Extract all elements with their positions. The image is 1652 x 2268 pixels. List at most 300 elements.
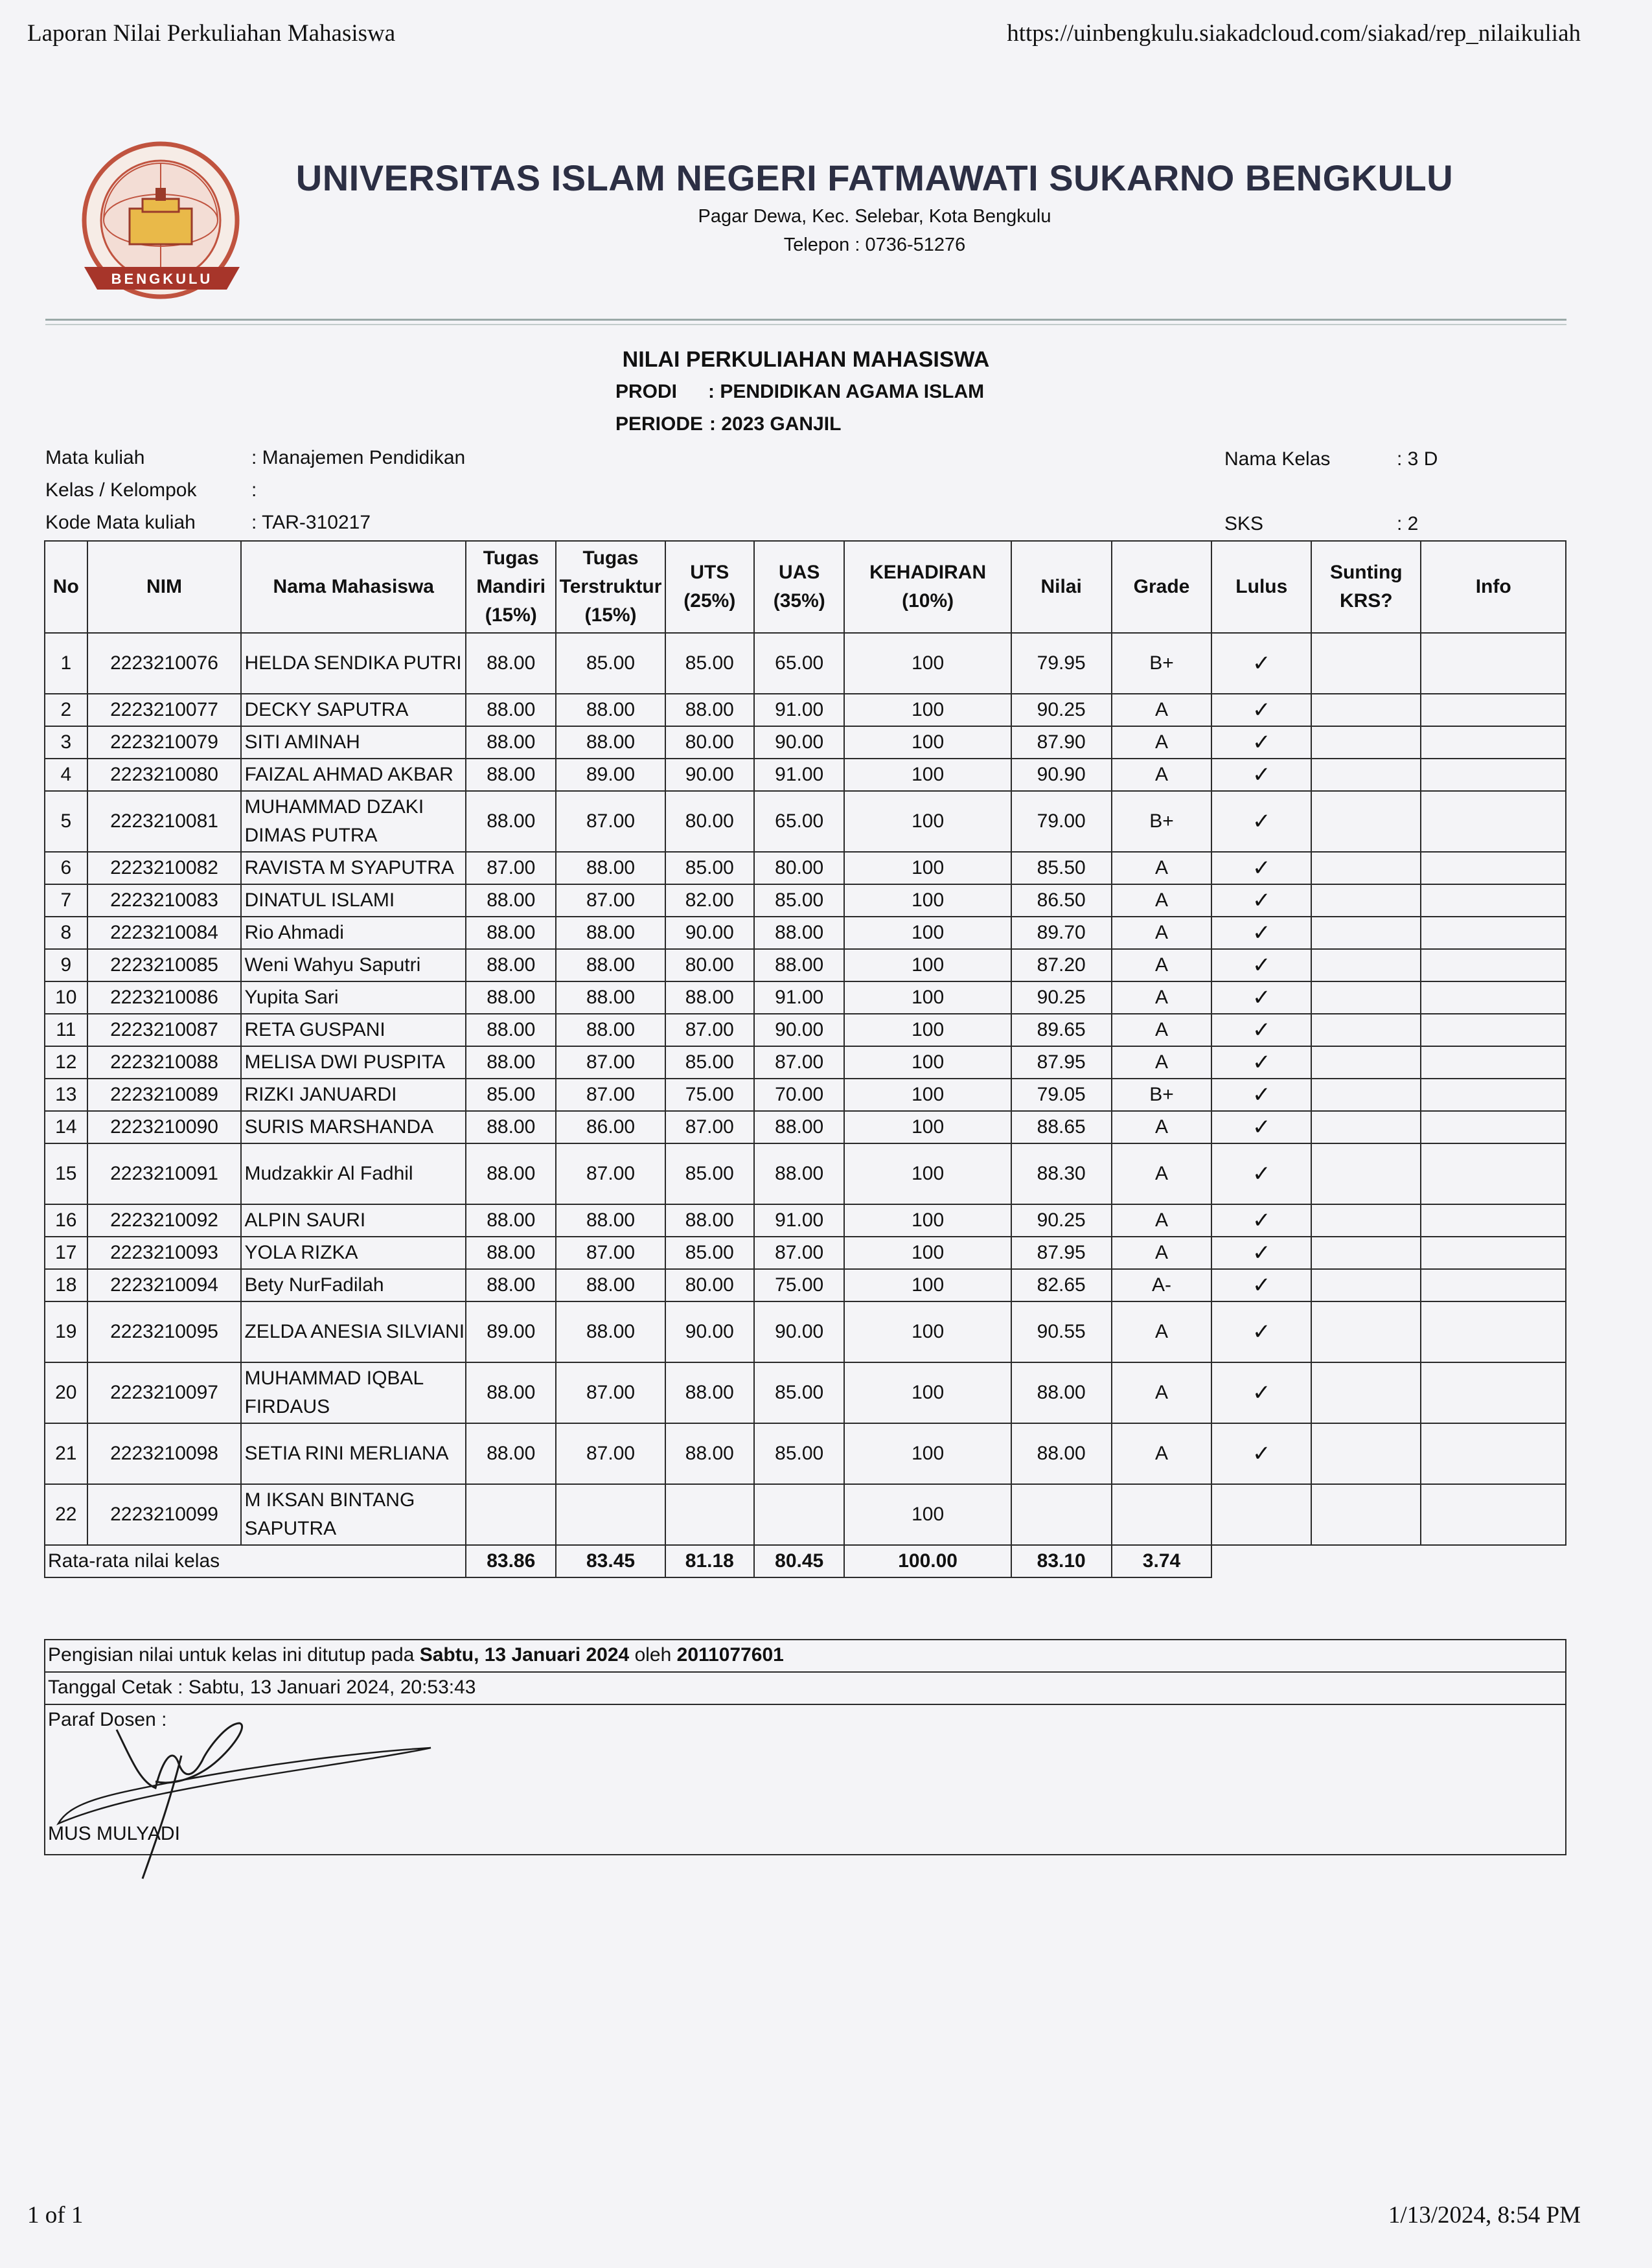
row-info: [1421, 1484, 1566, 1545]
row-student-name: MUHAMMAD DZAKI DIMAS PUTRA: [241, 791, 466, 852]
row-passed: [1211, 1484, 1311, 1545]
row-info: [1421, 1237, 1566, 1269]
row-info: [1421, 949, 1566, 981]
row-tugas-terstruktur: 87.00: [556, 1079, 665, 1111]
col-info-header: Info: [1421, 541, 1566, 633]
row-edit-krs: [1311, 949, 1421, 981]
periode-label: PERIODE: [615, 413, 704, 435]
row-uts: 88.00: [665, 1204, 754, 1237]
row-score: 87.20: [1011, 949, 1112, 981]
row-nim: 2223210089: [87, 1079, 242, 1111]
row-uts: 90.00: [665, 917, 754, 949]
course-code-value: : TAR-310217: [251, 512, 371, 533]
row-tugas-mandiri: [466, 1484, 556, 1545]
row-student-name: SURIS MARSHANDA: [241, 1111, 466, 1143]
row-grade: A: [1112, 852, 1212, 884]
row-score: 90.25: [1011, 694, 1112, 726]
row-uas: 85.00: [754, 1423, 844, 1484]
row-attendance: 100: [844, 1204, 1011, 1237]
row-passed: ✓: [1211, 1362, 1311, 1423]
university-name: UNIVERSITAS ISLAM NEGERI FATMAWATI SUKARNO BENGKULU: [295, 157, 1454, 198]
row-nim: 2223210085: [87, 949, 242, 981]
row-uas: 87.00: [754, 1046, 844, 1079]
row-score: 88.65: [1011, 1111, 1112, 1143]
row-attendance: 100: [844, 1301, 1011, 1362]
row-number: 13: [45, 1079, 87, 1111]
row-attendance: 100: [844, 1111, 1011, 1143]
col-tugas-terstruktur-header: Tugas Terstruktur (15%): [556, 541, 665, 633]
row-number: 14: [45, 1111, 87, 1143]
row-uts: 90.00: [665, 759, 754, 791]
row-student-name: SITI AMINAH: [241, 726, 466, 759]
row-number: 5: [45, 791, 87, 852]
row-number: 16: [45, 1204, 87, 1237]
table-row: [45, 791, 1566, 852]
university-address: Pagar Dewa, Kec. Selebar, Kota Bengkulu: [698, 206, 1051, 227]
row-tugas-terstruktur: 88.00: [556, 1204, 665, 1237]
table-row: [45, 759, 1566, 791]
print-date: Tanggal Cetak : Sabtu, 13 Januari 2024, 20:53:43: [48, 1677, 476, 1698]
row-edit-krs: [1311, 1014, 1421, 1046]
row-student-name: SETIA RINI MERLIANA: [241, 1423, 466, 1484]
table-row: [45, 981, 1566, 1014]
average-empty: [1211, 1545, 1566, 1577]
row-grade: [1112, 1484, 1212, 1545]
row-uts: 85.00: [665, 1143, 754, 1204]
col-tugas-mandiri-header: Tugas Mandiri (15%): [466, 541, 556, 633]
row-info: [1421, 1423, 1566, 1484]
row-score: 88.00: [1011, 1362, 1112, 1423]
row-uas: 75.00: [754, 1269, 844, 1301]
row-passed: ✓: [1211, 759, 1311, 791]
course-label: Mata kuliah: [45, 447, 145, 468]
row-uas: 87.00: [754, 1237, 844, 1269]
row-tugas-mandiri: 88.00: [466, 981, 556, 1014]
row-grade: A: [1112, 917, 1212, 949]
row-tugas-terstruktur: [556, 1484, 665, 1545]
average-hadir: 100.00: [844, 1545, 1011, 1577]
col-no-header: No: [45, 541, 87, 633]
row-score: [1011, 1484, 1112, 1545]
row-tugas-terstruktur: 87.00: [556, 1046, 665, 1079]
row-score: 87.90: [1011, 726, 1112, 759]
grades-table: [44, 540, 1566, 1578]
row-attendance: 100: [844, 1079, 1011, 1111]
row-score: 89.70: [1011, 917, 1112, 949]
row-student-name: Bety NurFadilah: [241, 1269, 466, 1301]
row-student-name: ZELDA ANESIA SILVIANI: [241, 1301, 466, 1362]
row-info: [1421, 791, 1566, 852]
row-edit-krs: [1311, 1301, 1421, 1362]
row-student-name: RAVISTA M SYAPUTRA: [241, 852, 466, 884]
row-uts: 87.00: [665, 1111, 754, 1143]
row-info: [1421, 694, 1566, 726]
row-nim: 2223210098: [87, 1423, 242, 1484]
row-tugas-terstruktur: 88.00: [556, 981, 665, 1014]
table-row: [45, 884, 1566, 917]
row-uas: 88.00: [754, 949, 844, 981]
row-tugas-terstruktur: 88.00: [556, 694, 665, 726]
row-uts: 88.00: [665, 1362, 754, 1423]
row-passed: ✓: [1211, 791, 1311, 852]
row-tugas-terstruktur: 88.00: [556, 726, 665, 759]
row-passed: ✓: [1211, 1143, 1311, 1204]
row-info: [1421, 852, 1566, 884]
row-attendance: 100: [844, 981, 1011, 1014]
row-uas: 90.00: [754, 1014, 844, 1046]
row-grade: B+: [1112, 1079, 1212, 1111]
average-tm: 83.86: [466, 1545, 556, 1577]
row-number: 11: [45, 1014, 87, 1046]
row-nim: 2223210079: [87, 726, 242, 759]
row-uas: 80.00: [754, 852, 844, 884]
row-uas: 88.00: [754, 1111, 844, 1143]
row-grade: A: [1112, 1237, 1212, 1269]
row-tugas-mandiri: 88.00: [466, 884, 556, 917]
row-student-name: Rio Ahmadi: [241, 917, 466, 949]
print-page-url: https://uinbengkulu.siakadcloud.com/siakad/rep_nilaikuliah: [1007, 20, 1581, 47]
row-number: 15: [45, 1143, 87, 1204]
row-tugas-mandiri: 88.00: [466, 1362, 556, 1423]
row-number: 2: [45, 694, 87, 726]
row-student-name: RETA GUSPANI: [241, 1014, 466, 1046]
col-uas-header: UAS (35%): [754, 541, 844, 633]
row-tugas-mandiri: 88.00: [466, 694, 556, 726]
row-nim: 2223210087: [87, 1014, 242, 1046]
row-passed: ✓: [1211, 1269, 1311, 1301]
row-uas: 90.00: [754, 726, 844, 759]
row-edit-krs: [1311, 633, 1421, 694]
row-nim: 2223210081: [87, 791, 242, 852]
row-student-name: DECKY SAPUTRA: [241, 694, 466, 726]
col-edit-krs-header: Sunting KRS?: [1311, 541, 1421, 633]
row-passed: ✓: [1211, 694, 1311, 726]
svg-text:BENGKULU: BENGKULU: [111, 271, 213, 287]
row-info: [1421, 1362, 1566, 1423]
row-nim: 2223210080: [87, 759, 242, 791]
row-uts: 80.00: [665, 1269, 754, 1301]
row-passed: ✓: [1211, 949, 1311, 981]
row-grade: A: [1112, 949, 1212, 981]
row-uas: 88.00: [754, 917, 844, 949]
col-name-header: Nama Mahasiswa: [241, 541, 466, 633]
row-number: 19: [45, 1301, 87, 1362]
table-row: [45, 1204, 1566, 1237]
row-nim: 2223210091: [87, 1143, 242, 1204]
row-tugas-terstruktur: 87.00: [556, 1423, 665, 1484]
row-student-name: DINATUL ISLAMI: [241, 884, 466, 917]
row-attendance: 100: [844, 726, 1011, 759]
table-row: [45, 694, 1566, 726]
row-score: 90.55: [1011, 1301, 1112, 1362]
row-nim: 2223210082: [87, 852, 242, 884]
row-nim: 2223210090: [87, 1111, 242, 1143]
table-row: [45, 1362, 1566, 1423]
row-score: 88.30: [1011, 1143, 1112, 1204]
row-attendance: 100: [844, 1423, 1011, 1484]
row-tugas-mandiri: 88.00: [466, 1014, 556, 1046]
row-edit-krs: [1311, 852, 1421, 884]
row-nim: 2223210094: [87, 1269, 242, 1301]
row-info: [1421, 726, 1566, 759]
row-number: 3: [45, 726, 87, 759]
row-score: 87.95: [1011, 1237, 1112, 1269]
table-row: [45, 1014, 1566, 1046]
row-student-name: M IKSAN BINTANG SAPUTRA: [241, 1484, 466, 1545]
table-row: [45, 633, 1566, 694]
row-nim: 2223210076: [87, 633, 242, 694]
row-student-name: MELISA DWI PUSPITA: [241, 1046, 466, 1079]
row-uas: 70.00: [754, 1079, 844, 1111]
row-attendance: 100: [844, 884, 1011, 917]
row-tugas-mandiri: 88.00: [466, 1423, 556, 1484]
university-logo: [65, 137, 259, 312]
row-uts: 80.00: [665, 791, 754, 852]
row-tugas-terstruktur: 88.00: [556, 917, 665, 949]
table-row: [45, 917, 1566, 949]
row-student-name: ALPIN SAURI: [241, 1204, 466, 1237]
row-grade: A: [1112, 1204, 1212, 1237]
row-number: 18: [45, 1269, 87, 1301]
row-edit-krs: [1311, 1484, 1421, 1545]
row-nim: 2223210084: [87, 917, 242, 949]
row-number: 12: [45, 1046, 87, 1079]
row-tugas-mandiri: 88.00: [466, 759, 556, 791]
closing-date: Sabtu, 13 Januari 2024: [419, 1644, 630, 1666]
row-uts: 88.00: [665, 694, 754, 726]
row-passed: ✓: [1211, 917, 1311, 949]
row-score: 89.65: [1011, 1014, 1112, 1046]
average-uts: 81.18: [665, 1545, 754, 1577]
row-nim: 2223210077: [87, 694, 242, 726]
table-row: [45, 1143, 1566, 1204]
row-number: 22: [45, 1484, 87, 1545]
prodi-label: PRODI: [615, 381, 678, 402]
row-student-name: HELDA SENDIKA PUTRI: [241, 633, 466, 694]
row-passed: ✓: [1211, 1079, 1311, 1111]
row-grade: A: [1112, 1423, 1212, 1484]
row-grade: A: [1112, 1046, 1212, 1079]
row-number: 10: [45, 981, 87, 1014]
row-uts: 75.00: [665, 1079, 754, 1111]
row-passed: ✓: [1211, 633, 1311, 694]
table-header-row: [45, 541, 1566, 633]
class-name-label: Nama Kelas: [1224, 448, 1331, 470]
row-score: 87.95: [1011, 1046, 1112, 1079]
row-nim: 2223210083: [87, 884, 242, 917]
row-number: 9: [45, 949, 87, 981]
row-uts: 80.00: [665, 726, 754, 759]
closing-note-prefix: Pengisian nilai untuk kelas ini ditutup pada: [48, 1644, 415, 1666]
periode-value: : 2023 GANJIL: [709, 413, 842, 435]
row-tugas-terstruktur: 87.00: [556, 791, 665, 852]
table-row: [45, 1301, 1566, 1362]
row-info: [1421, 1269, 1566, 1301]
row-grade: A: [1112, 981, 1212, 1014]
row-uas: 65.00: [754, 633, 844, 694]
course-code-label: Kode Mata kuliah: [45, 512, 196, 533]
row-attendance: 100: [844, 1014, 1011, 1046]
signature-label: Paraf Dosen :: [48, 1709, 167, 1730]
row-uts: 88.00: [665, 1423, 754, 1484]
row-nim: 2223210097: [87, 1362, 242, 1423]
row-number: 20: [45, 1362, 87, 1423]
row-uts: 85.00: [665, 1237, 754, 1269]
row-uas: 88.00: [754, 1143, 844, 1204]
row-edit-krs: [1311, 884, 1421, 917]
print-page-title: Laporan Nilai Perkuliahan Mahasiswa: [27, 20, 396, 47]
average-label: Rata-rata nilai kelas: [45, 1545, 466, 1577]
row-tugas-mandiri: 88.00: [466, 949, 556, 981]
row-info: [1421, 1143, 1566, 1204]
row-edit-krs: [1311, 1362, 1421, 1423]
row-score: 82.65: [1011, 1269, 1112, 1301]
closing-note: [44, 1639, 1566, 1673]
average-uas: 80.45: [754, 1545, 844, 1577]
row-info: [1421, 917, 1566, 949]
row-student-name: Mudzakkir Al Fadhil: [241, 1143, 466, 1204]
average-grade: 3.74: [1112, 1545, 1212, 1577]
col-grade-header: Grade: [1112, 541, 1212, 633]
row-passed: ✓: [1211, 1204, 1311, 1237]
row-uas: 85.00: [754, 1362, 844, 1423]
row-tugas-mandiri: 88.00: [466, 726, 556, 759]
row-passed: ✓: [1211, 884, 1311, 917]
row-tugas-terstruktur: 88.00: [556, 852, 665, 884]
table-row: [45, 1269, 1566, 1301]
header-rule-bottom: [45, 324, 1566, 325]
row-grade: A: [1112, 759, 1212, 791]
group-value: :: [251, 479, 257, 501]
row-grade: B+: [1112, 633, 1212, 694]
table-row: [45, 726, 1566, 759]
row-grade: A: [1112, 1014, 1212, 1046]
row-edit-krs: [1311, 1111, 1421, 1143]
row-passed: ✓: [1211, 1111, 1311, 1143]
course-value: : Manajemen Pendidikan: [251, 447, 466, 468]
row-tugas-mandiri: 88.00: [466, 917, 556, 949]
row-score: 79.00: [1011, 791, 1112, 852]
row-tugas-terstruktur: 86.00: [556, 1111, 665, 1143]
row-student-name: Weni Wahyu Saputri: [241, 949, 466, 981]
row-info: [1421, 1204, 1566, 1237]
row-info: [1421, 1014, 1566, 1046]
row-edit-krs: [1311, 1079, 1421, 1111]
row-tugas-mandiri: 88.00: [466, 1143, 556, 1204]
closing-by-id: 2011077601: [676, 1644, 784, 1666]
row-passed: ✓: [1211, 1014, 1311, 1046]
row-number: 1: [45, 633, 87, 694]
row-uas: [754, 1484, 844, 1545]
row-student-name: YOLA RIZKA: [241, 1237, 466, 1269]
row-attendance: 100: [844, 1269, 1011, 1301]
header-rule-top: [45, 319, 1566, 321]
row-tugas-terstruktur: 88.00: [556, 1014, 665, 1046]
row-nim: 2223210086: [87, 981, 242, 1014]
row-tugas-terstruktur: 87.00: [556, 884, 665, 917]
row-passed: ✓: [1211, 726, 1311, 759]
row-uts: [665, 1484, 754, 1545]
row-number: 7: [45, 884, 87, 917]
row-edit-krs: [1311, 759, 1421, 791]
row-number: 17: [45, 1237, 87, 1269]
row-student-name: MUHAMMAD IQBAL FIRDAUS: [241, 1362, 466, 1423]
university-phone: Telepon : 0736-51276: [783, 235, 966, 255]
col-uts-header: UTS (25%): [665, 541, 754, 633]
row-uts: 87.00: [665, 1014, 754, 1046]
lecturer-signature: [32, 1684, 453, 1892]
table-row: [45, 1237, 1566, 1269]
row-info: [1421, 981, 1566, 1014]
row-edit-krs: [1311, 1204, 1421, 1237]
row-info: [1421, 1111, 1566, 1143]
row-edit-krs: [1311, 726, 1421, 759]
row-nim: 2223210095: [87, 1301, 242, 1362]
row-attendance: 100: [844, 1237, 1011, 1269]
row-edit-krs: [1311, 1237, 1421, 1269]
row-info: [1421, 1301, 1566, 1362]
row-grade: A: [1112, 1362, 1212, 1423]
table-row: [45, 1111, 1566, 1143]
row-info: [1421, 759, 1566, 791]
row-uts: 85.00: [665, 633, 754, 694]
row-score: 79.05: [1011, 1079, 1112, 1111]
row-tugas-mandiri: 88.00: [466, 1046, 556, 1079]
row-score: 88.00: [1011, 1423, 1112, 1484]
closing-by-prefix: oleh: [634, 1644, 672, 1666]
table-row: [45, 1423, 1566, 1484]
row-tugas-mandiri: 88.00: [466, 1111, 556, 1143]
report-title: NILAI PERKULIAHAN MAHASISWA: [622, 347, 990, 372]
row-student-name: FAIZAL AHMAD AKBAR: [241, 759, 466, 791]
row-tugas-terstruktur: 87.00: [556, 1143, 665, 1204]
row-tugas-terstruktur: 88.00: [556, 949, 665, 981]
row-uas: 85.00: [754, 884, 844, 917]
row-uas: 91.00: [754, 759, 844, 791]
row-passed: ✓: [1211, 981, 1311, 1014]
row-score: 90.25: [1011, 981, 1112, 1014]
table-row: [45, 1046, 1566, 1079]
row-attendance: 100: [844, 1143, 1011, 1204]
row-edit-krs: [1311, 1143, 1421, 1204]
col-passed-header: Lulus: [1211, 541, 1311, 633]
row-number: 6: [45, 852, 87, 884]
row-uts: 85.00: [665, 1046, 754, 1079]
row-edit-krs: [1311, 1269, 1421, 1301]
lecturer-name: MUS MULYADI: [48, 1823, 180, 1844]
row-uts: 90.00: [665, 1301, 754, 1362]
row-uas: 91.00: [754, 1204, 844, 1237]
row-score: 86.50: [1011, 884, 1112, 917]
print-timestamp: 1/13/2024, 8:54 PM: [1388, 2202, 1581, 2228]
row-passed: ✓: [1211, 1237, 1311, 1269]
row-edit-krs: [1311, 981, 1421, 1014]
table-row: [45, 949, 1566, 981]
row-info: [1421, 884, 1566, 917]
row-tugas-mandiri: 89.00: [466, 1301, 556, 1362]
row-tugas-terstruktur: 88.00: [556, 1269, 665, 1301]
row-attendance: 100: [844, 633, 1011, 694]
row-uas: 91.00: [754, 981, 844, 1014]
row-score: 79.95: [1011, 633, 1112, 694]
row-attendance: 100: [844, 791, 1011, 852]
row-nim: 2223210099: [87, 1484, 242, 1545]
row-uts: 85.00: [665, 852, 754, 884]
row-info: [1421, 1079, 1566, 1111]
credits-value: : 2: [1397, 513, 1419, 534]
row-tugas-terstruktur: 87.00: [556, 1362, 665, 1423]
row-edit-krs: [1311, 917, 1421, 949]
